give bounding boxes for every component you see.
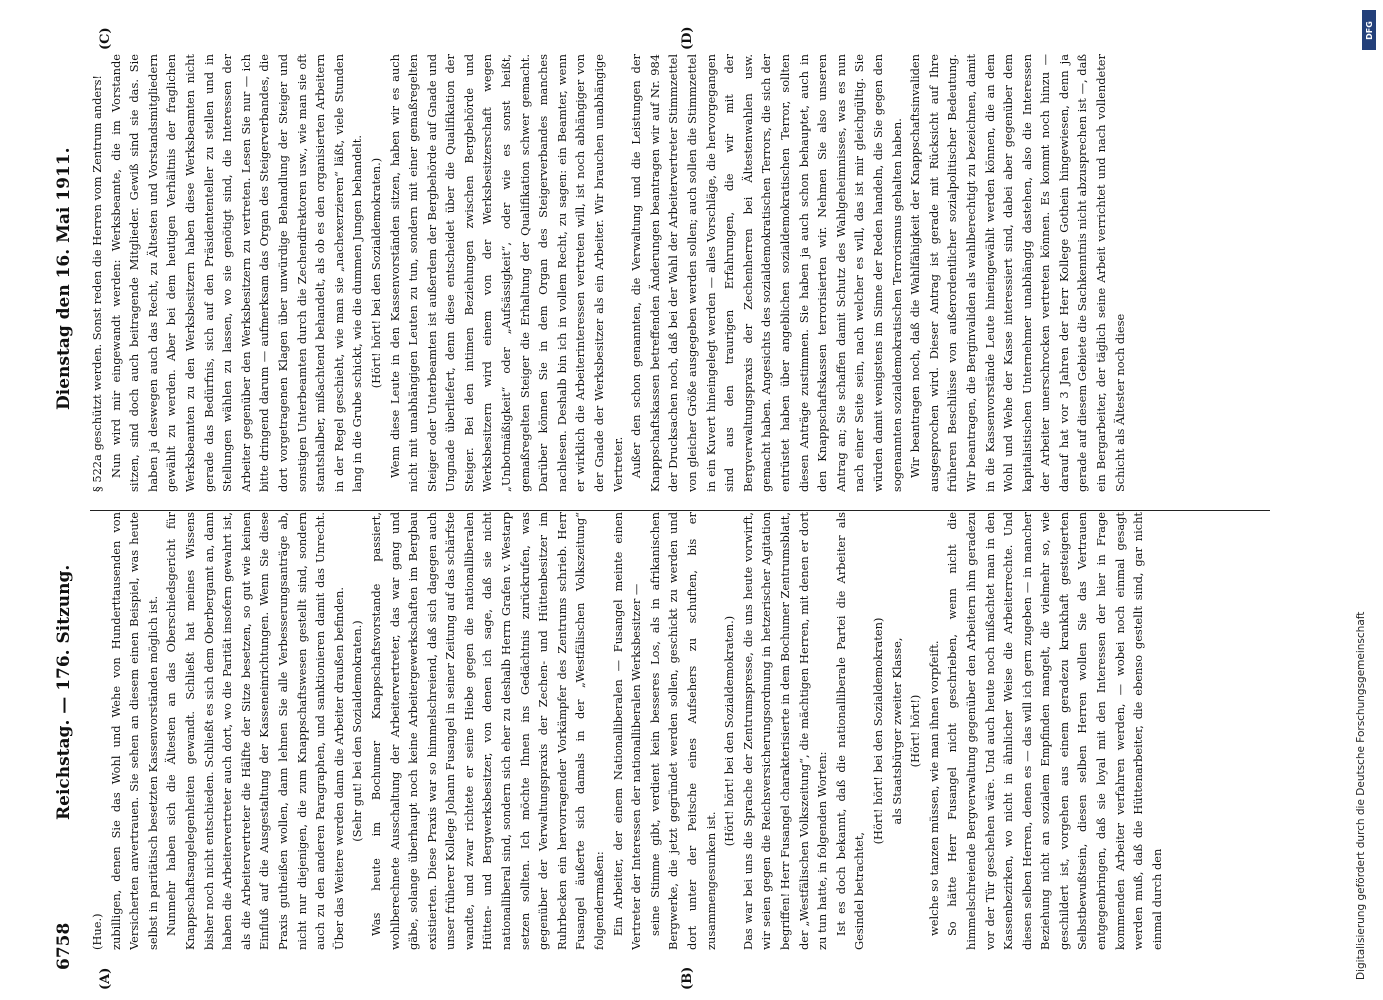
interjection: (Sehr gut! bei den Sozialdemokraten.): [350, 620, 365, 842]
running-head-date: Dienstag den 16. Mai 1911.: [54, 147, 74, 410]
margin-mark-d: (D): [680, 26, 695, 50]
right-column: [88, 54, 1288, 492]
interjection: (Hört! hört! bei den Sozialdemokraten.): [368, 157, 383, 389]
digitization-note: Digitalisierung gefördert durch die Deutsche Forschungsgemeinschaft: [1355, 611, 1367, 980]
paragraph: § 522a geschützt werden. Sonst reden die Herren vom Zentrum anders!: [90, 74, 104, 492]
interjection: (Hört! hört!): [908, 694, 923, 768]
paragraph: Was heute im Bochumer Knappschaftsvorstande passiert, wohlberechnete Ausschaltung der Arbeitervertreter, das war gang und gäbe, solange überhaupt noch keine Arbeitergewerkschaften im Bergbau existierten. Diese Praxis war so himmelschreiend, daß sich dagegen auch unser früherer Kollege Johann Fusangel in seiner Zeitung auf das schärfste wandte, und zwar richtete er seine Hiebe gegen die nationalliberalen Hütten- und Bergwerksbesitzer, von denen ich sage, daß sie nicht nationalliberal sind, sondern sich eher zu deshalb Herrn Grafen v. Westarp setzen sollten. Ich möchte Ihnen ins Gedächtnis zurückrufen, was gegenüber der Verwaltungspraxis der Zechen- und Hüttenbesitzer im Ruhrbecken ein hervorragender Vorkämpfer des Zentrums schrieb. Herr Fusangel äußerte sich damals in der „Westfälischen Volkszeitung“ folgendermaßen:: [368, 512, 607, 950]
dfg-logo: DFG: [1362, 10, 1376, 50]
page-number: 6758: [54, 922, 74, 970]
margin-mark-b: (B): [680, 966, 695, 990]
paragraph: Nun wird mir eingewandt werden: Werksbeamte, die im Vorstande sitzen, sind doch auch beitragende Mitglieder. Gewiß sind sie das. Sie haben ja deswegen auch das Recht, zu Ältesten und Vorstandsmitgliedern gewählt zu werden. Aber bei dem heutigen Verhältnis der fraglichen Werksbeamten zu den Werksbesitzern haben diese Werksbeamten nicht gerade das Bedürfnis, sich auf den Präsidententeller zu stellen und in Stellungen wählen zu lassen, wo sie genötigt sind, die Interessen der Arbeiter gegenüber den Werksbesitzern zu vertreten. Lesen Sie nur — ich bitte dringend darum — aufmerksam das Organ des Steigerverbandes, die dort vorgetragenen Klagen über unwürdige Behandlung der Steiger und sonstigen Unterbeamten durch die Zechendirektoren usw., wie man sie oft stantshalber, mißachtend behandelt, als ob es den organisierten Arbeitern in der Regel geschieht, wie man sie „nachexerzieren“ läßt, viele Stunden lang in die Grube schickt, wie die dummen Jungen behandelt.: [108, 54, 365, 492]
quotation: Ist es doch bekannt, daß die nationalliberale Partei die Arbeiter als Gesindel betrachtet,: [833, 512, 867, 950]
left-column: [88, 512, 1288, 950]
interjection: (Hört! hört! bei den Sozialdemokraten.): [722, 615, 737, 847]
interjection: (Hört! hört! bei den Sozialdemokraten): [870, 617, 885, 845]
paragraph: Ein Arbeiter, der einem Nationalliberalen — Fusangel meinte einen Vertreter der Interessen der nationalliberalen Werksbesitzer —: [610, 512, 644, 950]
paragraph: Nunmehr haben sich die Ältesten an das Oberschiedsgericht für Knappschaftsangelegenheiten gewandt. Schließt hat meines Wissens bisher noch nicht entschieden. Schließt es sich dem Oberbergamt an, dann haben die Arbeitervertreter auch dort, wo die Parität insofern gewahrt ist, als die Arbeitervertreter die Hälfte der Sitze besetzen, so gut wie keinen Einfluß auf die Ausgestaltung der Kasseneinrichtungen. Wenn Sie diese Praxis gutheißen wollen, dann lehnen Sie alle Verbesserungsanträge ab, nicht nur diejenigen, die zum Knappschaftswesen gestellt sind, sondern auch zu den anderen Paragraphen, und sanktionieren damit das Unrecht. Über das Weitere werden dann die Arbeiter draußen befinden.: [164, 512, 346, 950]
paragraph: zubilligen, denen Sie das Wohl und Wehe von Hunderttausenden von Versicherten anvertrauen. Sie sehen an diesem einen Beispiel, was heute selbst in paritätisch besetzten Kassenvorständen möglich ist.: [108, 512, 160, 950]
paragraph: (Hue.): [90, 913, 104, 950]
paragraph: Wenn diese Leute in den Kassenvorständen sitzen, haben wir es auch nicht mit unabhängigen Leuten zu tun, sondern mit einer gemaßregelten Steiger oder Unterbeamten ist außerdem der Bergbehörde auf Gnade und Ungnade überliefert, denn diese entscheidet über die Qualifikation der Steiger. Bei den intimen Beziehungen zwischen Bergbehörde und Werksbesitzern wird einem von der Werksbesitzerschaft wegen „Unbotmäßigkeit“ oder „Aufsässigkeit“, oder wie es sonst heißt, gemaßregelten Steiger die Erhaltung der Qualifikation schwer gemacht. Darüber können Sie in dem Organ des Steigerverbandes manches nachlesen. Deshalb bin ich in vollem Recht, zu sagen: ein Beamter, wenn er wirklich die Arbeiterinteressen vertreten will, ist noch abhängiger von der Gnade der Werksbesitzer als ein Arbeiter. Wir brauchen unabhängige Vertreter.: [387, 54, 625, 492]
column-divider: [90, 510, 1270, 511]
running-head-chamber: Reichstag. — 176. Sitzung.: [54, 564, 74, 820]
paragraph: Außer den schon genannten, die Verwaltung und die Leistungen der Knappschaftskassen betreffenden Änderungen beantragen wir auf Nr. 984 der Drucksachen noch, daß bei der Wahl der Arbeitervertreter Stimmzettel von gleicher Größe ausgegeben werden sollen; auch sollen die Stimmzettel in ein Kuvert hineingelegt werden — alles Vorschläge, die hervorgegangen sind aus den traurigen Erfahrungen, die wir mit der Bergverwaltungspraxis der Zechenherren bei Ältestenwahlen usw. gemacht haben. Angesichts des sozialdemokratischen Terrors, die sich der entrüstet haben über angeblichen sozialdemokratischen Terror, sollten diesen Anträge zustimmen. Sie haben ja auch schon behauptet, auch in den Knappschaftskassen terrorisierten wir. Nehmen Sie also unseren Antrag an; Sie schaffen damit Schutz des Wahlgeheimnisses, was es nun nach einer Seite sein, nach welcher es will, das ist mir gleichgültig. Sie würden damit wenigstens im Sinne der Reden handeln, die Sie gegen den sogenannten sozialdemokratischen Terrorismus gehalten haben.: [629, 54, 904, 492]
paragraph: Das war bei uns die Sprache der Zentrumspresse, die uns heute vorwirft, wir seien gegen die Reichsversicherungsordnung in hetzerischer Agitation begriffen! Herr Fusangel charakterisierte in dem Bochumer Zentrumsblatt, der „Westfälischen Volkszeitung“, die mächtigen Herren, mit denen er dort zu tun hatte, in folgenden Worten:: [740, 512, 830, 950]
page-header: [50, 40, 80, 970]
margin-mark-a: (A): [98, 967, 113, 990]
paragraph: Wir beantragen noch, daß die Wahlfähigkeit der Knappschaftsinvaliden ausgesprochen wird. Dieser Antrag ist gerade mit Rücksicht auf Ihre früheren Beschlüsse von außerordentlicher sozialpolitischer Bedeutung. Wir beantragen, die Berginvaliden als wahlberechtigt zu bezeichnen, damit in die Kassenvorstände Leute hineingewählt werden können, die an dem Wohl und Wehe der Kasse interessiert sind, dabei aber gegenüber dem kapitalistischen Unternehmer unabhängig dastehen, also die Interessen der Arbeiter unerschrocken vertreten können. Es kommt noch hinzu — darauf hat vor 3 Jahren der Herr Kollege Gothein hingewiesen, denn ja gerade auf diesem Gebiete die Sachkenntnis nicht abzusprechen ist —, daß ein Bergarbeiter, der täglich seine Arbeit verrichtet und nach vollendeter Schicht als Ältester noch diese: [908, 54, 1127, 492]
quotation: als Staatsbürger zweiter Klasse,: [889, 637, 904, 825]
quotation: welche so tanzen müssen, wie man ihnen vorpfeift.: [926, 640, 941, 936]
paragraph: So hätte Herr Fusangel nicht geschrieben, wenn nicht die himmelschreiende Bergverwaltung gegenüber den Arbeitern ihm geradezu vor der Tür geschehen wäre. Und auch heute noch mißachtet man in den Kassenbezirken, wo nicht in ähnlicher Weise die Arbeiterrechte. Und diesen selben Herren, denen es — das will ich gern zugeben — in mancher Beziehung nicht an sozialem Empfinden mangelt, die vielmehr so, wie geschildert ist, vorgehen aus einem geradezu krankhaft gesteigerten Selbstbewußtsein, diesen selben Herren wollen Sie das Vertrauen entgegenbringen, daß sie loyal mit den Interessen der hier in Frage kommenden Arbeiter verfahren werden, — wobei noch einmal gesagt werden muß, daß die Hüttenarbeiter, die ebenso gestellt sind, gar nicht einmal durch den: [945, 512, 1164, 950]
quotation: seine Stimme gibt, verdient kein besseres Los, als in afrikanischen Bergwerke, die jetzt gegründet werden sollen, geschickt zu werden und dort unter der Peitsche eines Aufsehers zu schuften, bis er zusammengesunken ist.: [647, 512, 718, 950]
margin-mark-c: (C): [98, 27, 113, 50]
document-page: [50, 26, 1300, 990]
